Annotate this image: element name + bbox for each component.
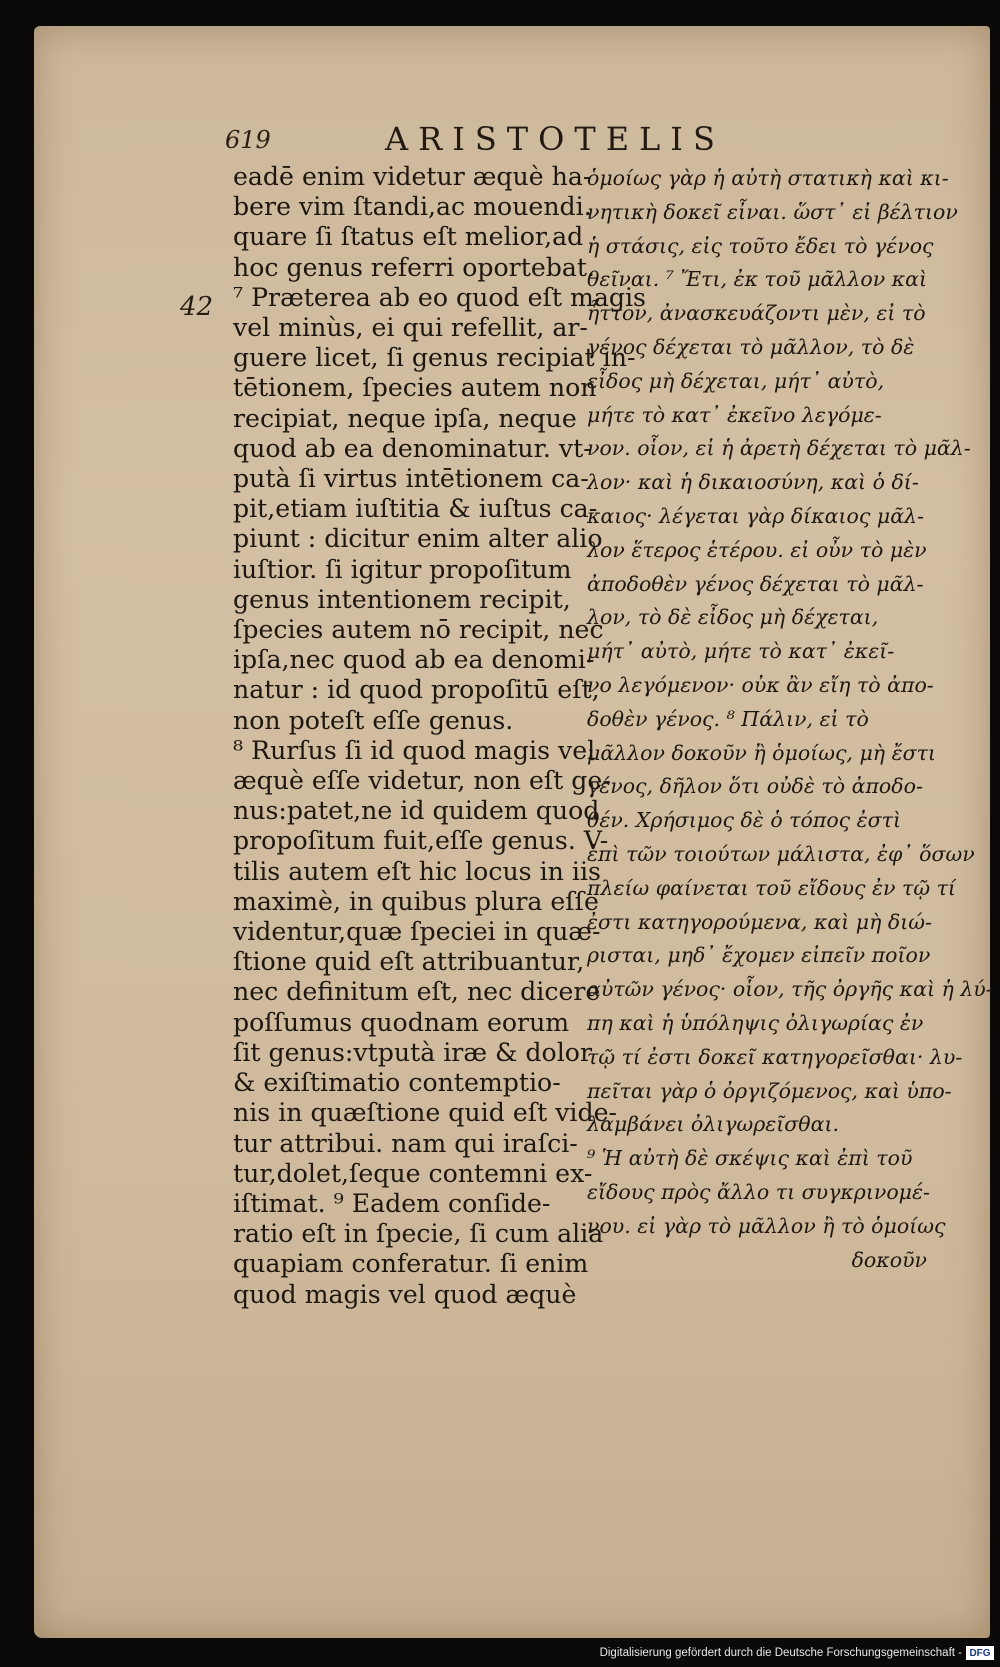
greek-text-line: εἴδους πρὸς ἄλλο τι συγκρινομέ- [587,1179,930,1204]
greek-text-line: ὁμοίως γὰρ ἡ αὐτὴ στατικὴ καὶ κι- [587,166,949,190]
latin-text-line: tilis autem eſt hic locus in iis [233,856,601,886]
greek-text-line: λον, τὸ δὲ εἶδος μὴ δέχεται, [587,605,879,630]
latin-text-line: ſtione quid eſt attribuantur, [233,947,585,977]
greek-text-line: νητικὴ δοκεῖ εἶναι. ὥστ᾽ εἰ βέλτιον [587,199,958,224]
latin-text-line: ſpecies autem nō recipit, nec [233,615,604,645]
running-head [225,120,745,160]
page-number: 619 [225,126,271,154]
greek-text-line: μήτ᾽ αὐτὸ, μήτε τὸ κατ᾽ ἐκεῖ- [587,639,895,664]
latin-text-line: putà ſi virtus intētionem ca- [233,464,589,494]
latin-text-line: iuſtior. ſi igitur propoſitum [233,554,572,584]
latin-text-line: non poteſt eſſe genus. [233,705,514,735]
greek-text-line: μήτε τὸ κατ᾽ ἐκεῖνο λεγόμε- [587,402,882,427]
latin-text-line: poſſumus quodnam eorum [233,1007,570,1037]
latin-text-line: ⁷ Præterea ab eo quod eſt magis [233,282,646,312]
greek-text-line: λον· καὶ ἡ δικαιοσύνη, καὶ ὁ δί- [587,470,919,495]
latin-text-line: natur : id quod propoſitū eſt, [233,675,600,705]
latin-text-line: videntur,quæ ſpeciei in quæ- [233,917,601,947]
greek-text-line: νον. οἷον, εἰ ἡ ἀρετὴ δέχεται τὸ μᾶλ- [587,436,971,461]
greek-text-line: ἀποδοθὲν γένος δέχεται τὸ μᾶλ- [587,571,924,596]
latin-text-line: æquè eſſe videtur, non eſt ge- [233,766,611,796]
latin-text-line: & exiſtimatio contemptio- [233,1068,561,1098]
latin-text-line: ipſa,nec quod ab ea denomi- [233,645,595,675]
latin-text-line: nis in quæſtione quid eſt vide- [233,1098,618,1128]
greek-text-line: γένος δέχεται τὸ μᾶλλον, τὸ δὲ [587,334,915,359]
greek-text-line: νου. εἰ γὰρ τὸ μᾶλλον ἢ τὸ ὁμοίως [587,1213,946,1238]
dfg-logo-icon: DFG [966,1646,994,1660]
greek-text-line: ἐστι κατηγορούμενα, καὶ μὴ διώ- [587,909,932,934]
greek-text-line: ⁹ Ἡ αὐτὴ δὲ σκέψις καὶ ἐπὶ τοῦ [587,1146,913,1171]
greek-text-line: θεῖναι. ⁷ Ἔτι, ἐκ τοῦ μᾶλλον καὶ [587,267,927,292]
greek-text-line: λον ἕτερος ἑτέρου. εἰ οὖν τὸ μὲν [587,537,927,562]
greek-text-column [587,162,993,1277]
latin-text-column [233,162,646,1310]
greek-text-line: εἶδος μὴ δέχεται, μήτ᾽ αὐτὸ, [587,368,885,393]
latin-text-line: bere vim ſtandi,ac mouendi. [233,192,592,222]
latin-text-line: eadē enim videtur æquè ha- [233,162,592,191]
latin-text-line: vel minùs, ei qui refellit, ar- [233,313,588,343]
greek-text-line: αὐτῶν γένος· οἷον, τῆς ὀργῆς καὶ ἡ λύ- [587,977,993,1002]
latin-text-line: ratio eſt in ſpecie, ſi cum alia [233,1219,604,1249]
latin-text-line: quare ſi ſtatus eſt melior,ad [233,222,584,252]
latin-text-line: piunt : dicitur enim alter alio [233,524,603,554]
greek-text-line: ἧττον, ἀνασκευάζοντι μὲν, εἰ τὸ [587,301,926,326]
latin-text-line: tur attribui. nam qui iraſci- [233,1128,578,1158]
greek-text-line: πη καὶ ἡ ὑπόληψις ὀλιγωρίας ἐν [587,1010,924,1035]
greek-text-line: πλείω φαίνεται τοῦ εἴδους ἐν τῷ τί [587,875,956,900]
latin-text-line: nec definitum eſt, nec dicere [233,977,601,1007]
page-title: ARISTOTELIS [385,120,725,158]
footer-credit [600,1643,994,1663]
latin-text-line: maximè, in quibus plura eſſe [233,886,599,916]
footer-text: Digitalisierung gefördert durch die Deutsche Forschungsgemeinschaft - [599,1647,962,1659]
latin-text-line: ⁸ Rurſus ſi id quod magis vel [233,735,596,765]
latin-text-line: guere licet, ſi genus recipiat in- [233,343,636,373]
latin-text-line: hoc genus referri oportebat. [233,252,596,282]
greek-text-line: πεῖται γὰρ ὁ ὀργιζόμενος, καὶ ὑπο- [587,1078,952,1103]
latin-text-line: quapiam conferatur. ſi enim [233,1249,589,1279]
margin-line-number: 42 [180,292,214,322]
latin-text-line: recipiat, neque ipſa, neque [233,403,577,433]
latin-text-line: quod magis vel quod æquè [233,1279,577,1309]
latin-text-line: tētionem, ſpecies autem non [233,373,597,403]
latin-text-line: nus:patet,ne id quidem quod [233,796,600,826]
greek-text-line: νο λεγόμενον· οὐκ ἂν εἴη τὸ ἀπο- [587,672,934,697]
greek-text-line: ἐπὶ τῶν τοιούτων μάλιστα, ἐφ᾽ ὅσων [587,841,975,866]
greek-text-line: λαμβάνει ὀλιγωρεῖσθαι. [587,1112,840,1137]
greek-text-line: γένος, δῆλον ὅτι οὐδὲ τὸ ἀποδο- [587,774,923,799]
greek-text-line: δοθὲν γένος. ⁸ Πάλιν, εἰ τὸ [587,706,869,731]
greek-text-line: θέν. Χρήσιμος δὲ ὁ τόπος ἐστὶ [587,808,902,833]
latin-text-line: propoſitum fuit,eſſe genus. V- [233,826,609,856]
latin-text-line: tur,dolet,ſeque contemni ex- [233,1158,593,1188]
greek-text-line: καιος· λέγεται γὰρ δίκαιος μᾶλ- [587,503,924,528]
latin-text-line: iſtimat. ⁹ Eadem conſide- [233,1188,551,1218]
catchword: δοκοῦν [851,1247,927,1272]
greek-text-line: ἡ στάσις, εἰς τοῦτο ἔδει τὸ γένος [587,233,934,258]
latin-text-line: genus intentionem recipit, [233,584,571,614]
greek-text-line: τῷ τί ἐστι δοκεῖ κατηγορεῖσθαι· λυ- [587,1044,963,1069]
latin-text-line: quod ab ea denominatur. vt- [233,433,592,463]
greek-text-line: μᾶλλον δοκοῦν ἢ ὁμοίως, μὴ ἔστι [587,740,936,765]
greek-text-line: ρισται, μηδ᾽ ἔχομεν εἰπεῖν ποῖον [587,943,931,968]
latin-text-line: ſit genus:vtputà iræ & dolor [233,1037,592,1067]
latin-text-line: pit,etiam iuſtitia & iuſtus ca- [233,494,598,524]
